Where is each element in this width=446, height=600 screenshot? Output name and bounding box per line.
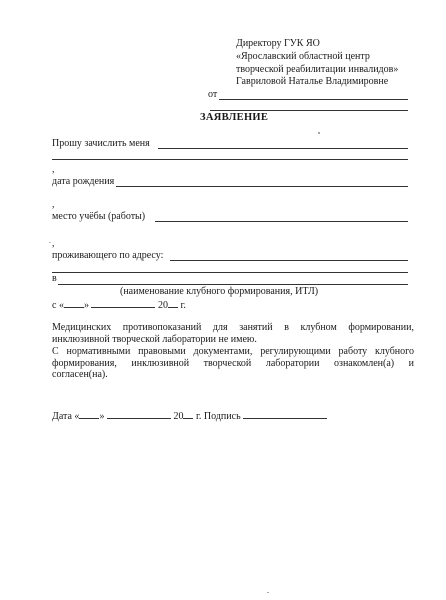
page-mark: . [49,236,51,245]
sign-date-mid: » [99,411,105,422]
document-title: ЗАЯВЛЕНИЕ [200,112,269,123]
from-name-field-line2[interactable] [210,110,408,111]
club-caption: (наименование клубного формирования, ИТЛ) [120,286,319,297]
birth-date-field[interactable] [116,186,408,187]
address-field[interactable] [170,260,408,261]
scan-speck [267,592,269,593]
sign-year-prefix: 20 [173,411,184,422]
start-date-suffix: г. [180,300,186,311]
signature-line [52,409,327,423]
applicant-name-field[interactable] [158,148,408,149]
addressee-title: Директору ГУК ЯО [236,38,320,49]
medical-line1: Медицинских противопоказаний для занятий в клубном формировании, [52,322,414,333]
start-month-field[interactable] [91,298,155,308]
rules-line2: формирования, инклюзивной творческой лаборатории ознакомлен(а) и [52,357,414,369]
birth-date-label: дата рождения [52,176,115,187]
rules-line3: согласен(на). [52,369,108,380]
start-day-field[interactable] [64,298,84,308]
sign-year-field[interactable] [183,409,193,419]
start-year-field[interactable] [168,298,178,308]
addressee-name: Гавриловой Наталье Владимировне [236,76,389,87]
medical-line2: инклюзивной творческой лаборатории не имею. [52,333,257,345]
sign-month-field[interactable] [107,409,171,419]
scan-speck [318,132,320,134]
signature-field[interactable] [243,409,327,419]
address-label: проживающего по адресу: [52,250,164,261]
study-work-label: место учёбы (работы) [52,211,146,222]
addressee-org-line2: творческой реабилитации инвалидов» [236,64,399,75]
comma-mark: , [52,238,55,249]
study-work-field[interactable] [155,221,408,222]
rules-line1: С нормативными правовыми документами, регулирующими работу клубного [52,346,414,357]
from-label: от [208,89,218,100]
sign-year-suffix: г. Подпись [195,411,241,422]
enroll-label: Прошу зачислить меня [52,138,150,149]
comma-mark: , [52,164,55,175]
club-name-field[interactable] [58,284,408,285]
start-date-line [52,298,186,312]
sign-date-prefix: Дата « [52,411,80,422]
rules-statement [52,346,414,381]
start-date-mid: » [83,300,89,311]
in-label: в [52,273,57,284]
from-name-field[interactable] [219,99,408,100]
start-date-prefix: с « [52,300,64,311]
comma-mark: , [52,199,55,210]
address-field-line2[interactable] [52,272,408,273]
applicant-name-field-line2[interactable] [52,159,408,160]
medical-statement [52,322,414,345]
start-year-prefix: 20 [157,300,168,311]
addressee-org-line1: «Ярославский областной центр [236,51,370,62]
sign-day-field[interactable] [79,409,99,419]
